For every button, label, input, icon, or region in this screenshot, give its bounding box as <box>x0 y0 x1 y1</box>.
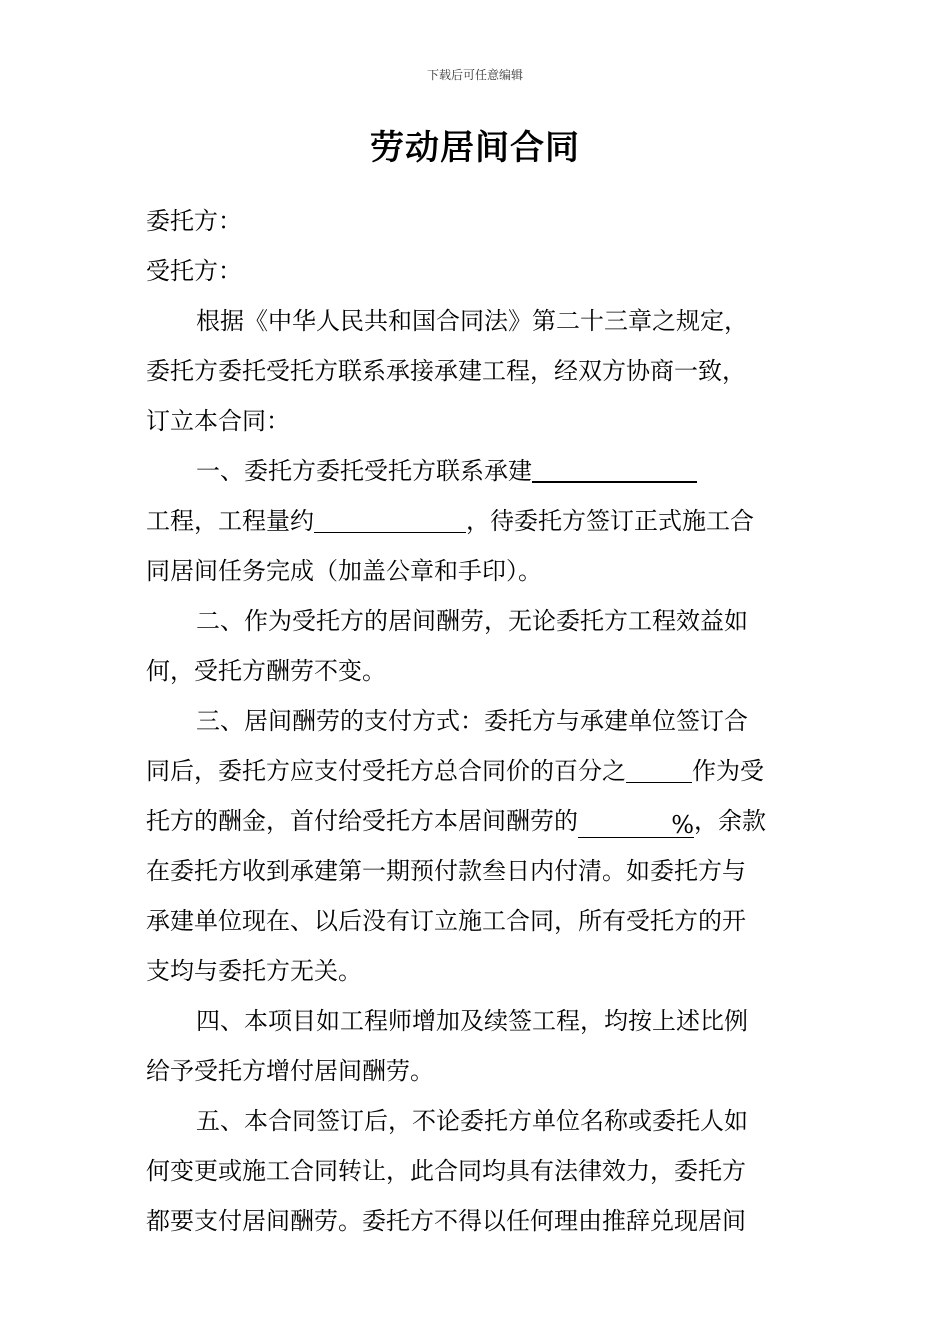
project-name-blank[interactable] <box>532 457 697 483</box>
document-title: 劳动居间合同 <box>370 128 580 168</box>
party-a-label: 委托方： <box>146 207 242 235</box>
party-b-line <box>146 246 806 296</box>
clause-3-text: 托方的酬金，首付给受托方本居间酬劳的 <box>146 807 578 835</box>
clause-3-text: 同后，委托方应支付受托方总合同价的百分之 <box>146 757 626 785</box>
clause-1-text: 工程，工程量约 <box>146 507 314 535</box>
text-line: 二、作为受托方的居间酬劳，无论委托方工程效益如 <box>196 607 748 635</box>
text-line: 何变更或施工合同转让，此合同均具有法律效力，委托方 <box>146 1157 746 1185</box>
intro-paragraph <box>146 296 806 446</box>
clause-1-text: 一、委托方委托受托方联系承建 <box>196 457 532 485</box>
text-line: 同居间任务完成（加盖公章和手印）。 <box>146 557 542 585</box>
percentage-blank[interactable] <box>626 758 692 783</box>
text-line: 委托方委托受托方联系承接承建工程，经双方协商一致， <box>146 357 746 385</box>
clause-3 <box>146 696 806 996</box>
work-quantity-blank[interactable] <box>314 508 466 533</box>
text-line: 支均与委托方无关。 <box>146 957 362 985</box>
clause-3-text: ，余款 <box>694 807 766 835</box>
party-b-label: 受托方： <box>146 257 242 285</box>
text-line: 五、本合同签订后，不论委托方单位名称或委托人如 <box>196 1107 748 1135</box>
text-line: 根据《中华人民共和国合同法》第二十三章之规定， <box>196 307 748 335</box>
text-line: 在委托方收到承建第一期预付款叁日内付清。如委托方与 <box>146 857 746 885</box>
first-payment-percent-blank[interactable]: % <box>578 813 694 838</box>
text-line: 何，受托方酬劳不变。 <box>146 657 386 685</box>
clause-1-text: ，待委托方签订正式施工合 <box>466 507 754 535</box>
text-line: 订立本合同： <box>146 407 290 435</box>
clause-1 <box>146 446 806 596</box>
text-line <box>146 746 806 796</box>
text-line: 四、本项目如工程师增加及续签工程，均按上述比例 <box>196 1007 748 1035</box>
text-line <box>146 496 806 546</box>
text-line: 给予受托方增付居间酬劳。 <box>146 1057 434 1085</box>
text-line <box>146 796 806 846</box>
clause-3-text: 作为受 <box>692 757 764 785</box>
header-note: 下载后可任意编辑 <box>426 68 523 82</box>
clause-2 <box>146 596 806 696</box>
contract-body <box>146 196 806 1246</box>
text-line: 三、居间酬劳的支付方式：委托方与承建单位签订合 <box>196 707 748 735</box>
text-line: 承建单位现在、以后没有订立施工合同，所有受托方的开 <box>146 907 746 935</box>
text-line <box>146 446 806 496</box>
clause-4 <box>146 996 806 1096</box>
party-a-line <box>146 196 806 246</box>
clause-5 <box>146 1096 806 1246</box>
text-line: 都要支付居间酬劳。委托方不得以任何理由推辞兑现居间 <box>146 1207 746 1235</box>
